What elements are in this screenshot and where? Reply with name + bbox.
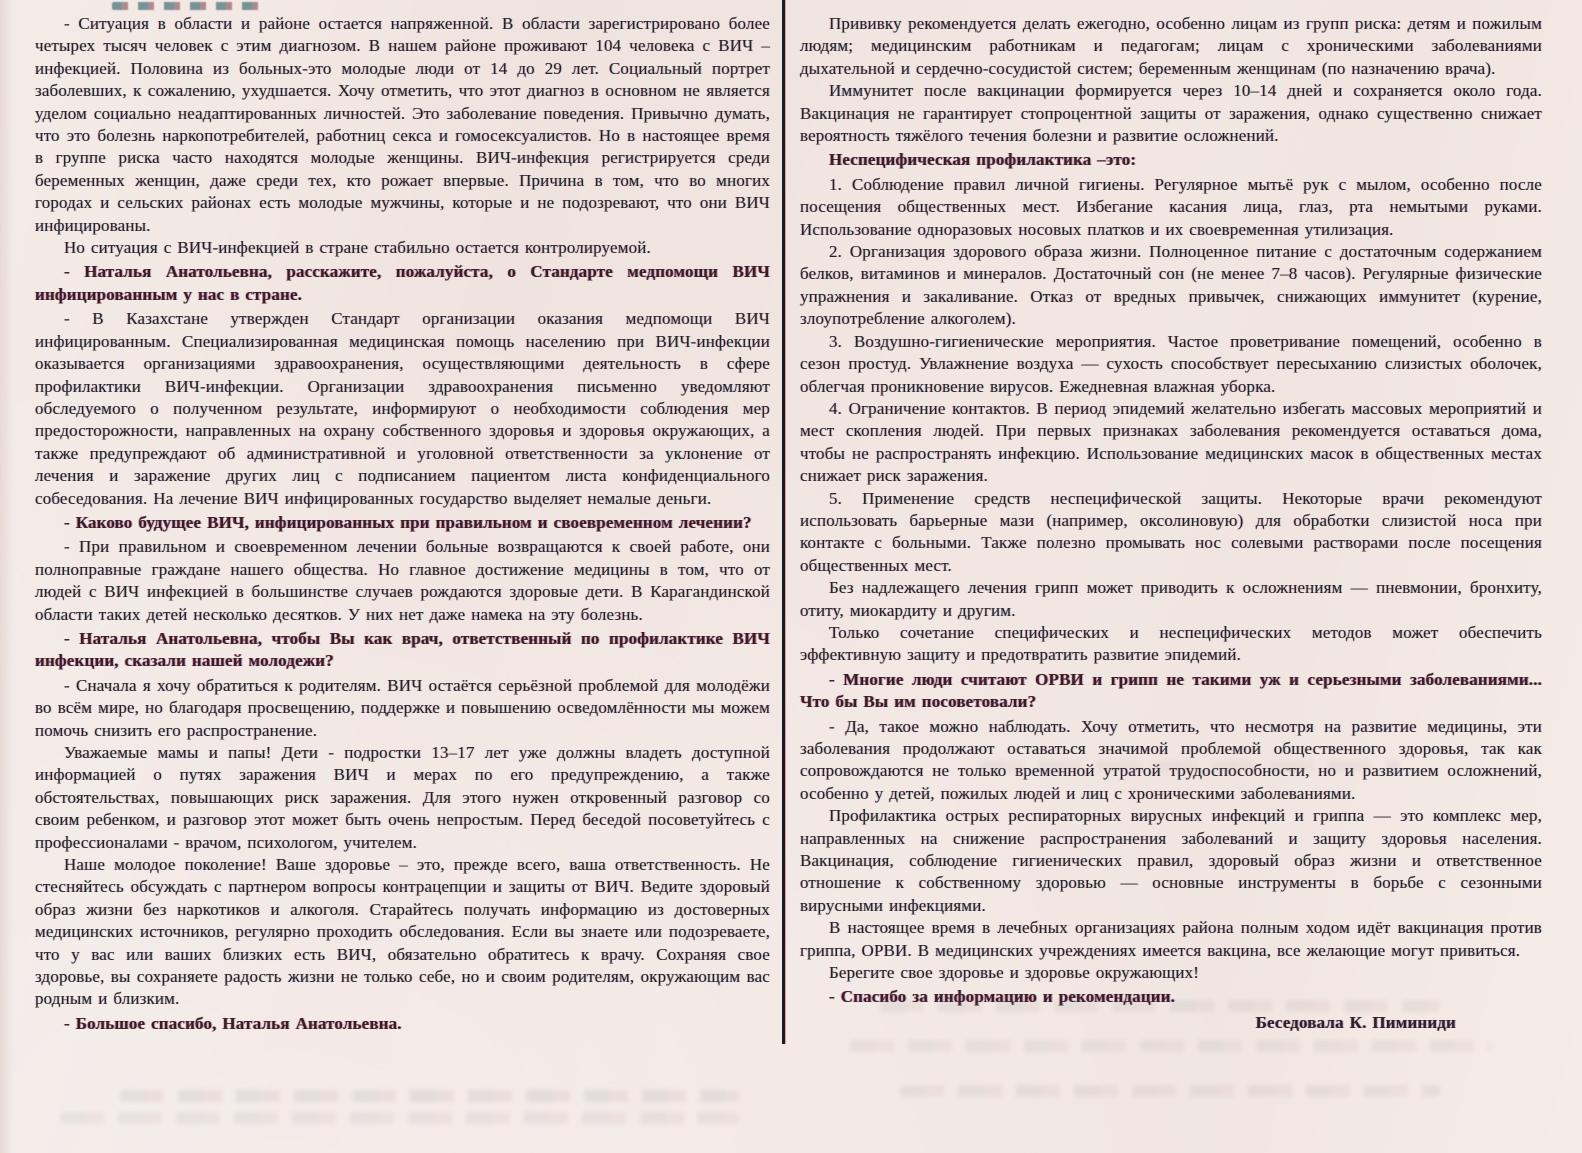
numbered-item: 3. Воздушно-гигиенические мероприятия. Частое проветривание помещений, особенно в сезон простуд. Увлажнение воздуха — сухость способствует пересыханию слизистых оболочек, облегчая проникновение вирусов. Ежедневная влажная уборка. <box>800 331 1542 396</box>
author-signature: Беседовала К. Пиминиди <box>1255 1012 1456 1032</box>
numbered-item: 4. Ограничение контактов. В период эпидемий желательно избегать массовых мероприятий и мест скопления людей. При первых признаках заболевания рекомендуется оставаться дома, чтобы не распространять инфекцию. Использование медицинских масок в общественных местах снижает риск заражения. <box>800 398 1542 486</box>
ink-bleedthrough <box>980 760 1400 772</box>
ink-bleedthrough <box>900 1085 1440 1097</box>
ink-bleedthrough <box>120 1090 740 1102</box>
interview-question: - Наталья Анатольевна, расскажите, пожалуйста, о Стандарте медпомощи ВИЧ инфицированным у нас в стране. <box>35 262 770 304</box>
interview-answer: Без надлежащего лечения грипп может приводить к осложнениям — пневмонии, бронхиту, отиту, миокардиту и другим. <box>800 578 1542 620</box>
interview-answer: Только сочетание специфических и неспецифических методов может обеспечить эффективную защиту и предотвратить развитие эпидемий. <box>800 622 1542 665</box>
left-column <box>35 13 770 1037</box>
interview-answer: Прививку рекомендуется делать ежегодно, особенно лицам из групп риска: детям и пожилым людям; медицинским работникам и педагогам; лицам с хроническими заболеваниями дыхательной и сердечно-сосудистой систем; беременным женщинам (по назначению врача). <box>800 14 1542 78</box>
interview-closing: - Спасибо за информацию и рекомендации. <box>829 987 1176 1007</box>
ink-bleedthrough <box>850 1040 1490 1052</box>
interview-question: - Каково будущее ВИЧ, инфицированных при правильном и своевременном лечении? <box>64 512 752 532</box>
interview-answer: - При правильном и своевременном лечении больные возвращаются к своей работе, они полноправные граждане нашего общества. Но главное достижение медицины в том, что от людей с ВИЧ инфекцией в большинстве случаев рождаются здоровые дети. В Карагандинской области таких детей несколько десятков. У них нет даже намека на эту болезнь. <box>35 537 770 624</box>
interview-closing: - Большое спасибо, Наталья Анатольевна. <box>64 1013 402 1033</box>
interview-answer: - Да, такое можно наблюдать. Хочу отметить, что несмотря на развитие медицины, эти заболевания продолжают оставаться значимой проблемой общественного здоровья, так как сопровождаются не только временной утратой трудоспособности, но и развитием осложнений, особенно у детей, пожилых людей и лиц с хроническими заболеваниями. <box>800 716 1542 803</box>
cutoff-line-fragment <box>112 2 262 10</box>
interview-answer: - Ситуация в области и районе остается напряженной. В области зарегистрировано более четырех тысяч человек с этим диагнозом. В нашем районе проживают 104 человека с ВИЧ –инфекцией. Половина из больных-это молодые люди от 14 до 29 лет. Социальный портрет заболевших, к сожалению, ухудшается. Хочу отметить, что этот диагноз в основном не является уделом социально неадаптированных личностей. Это заболевание поведения. Привычно думать, что это болезнь наркопотребителей, работниц секса и гомосексуалистов. Но в настоящее время в группе риска часто находятся молодые женщины. ВИЧ-инфекция регистрируется среди беременных женщин, даже среди тех, кто рожает впервые. Причина в том, что во многих городах и сельских районах есть молодые мужчины, которые и не подозревают, что они ВИЧ инфицированы. <box>35 14 770 235</box>
interview-answer: Иммунитет после вакцинации формируется через 10–14 дней и сохраняется около года. Вакцинация не гарантирует стопроцентной защиты от заражения, однако существенно снижает вероятность тяжёлого течения болезни и развитие осложнений. <box>800 81 1542 146</box>
numbered-item: 5. Применение средств неспецифической защиты. Некоторые врачи рекомендуют использовать барьерные мази (например, оксолиновую) для обработки слизистой носа при контакте с больными. Также полезно промывать нос солевыми растворами после посещения общественных мест. <box>800 488 1542 575</box>
interview-question: - Наталья Анатольевна, чтобы Вы как врач, ответственный по профилактике ВИЧ инфекции, сказали нашей молодежи? <box>35 628 770 671</box>
interview-answer: - В Казахстане утвержден Стандарт организации оказания медпомощи ВИЧ инфицированным. Специализированная медицинская помощь населению при ВИЧ-инфекции оказывается организациями здравоохранения, осуществляющими деятельность в сфере профилактики ВИЧ-инфекции. Организации здравоохранения письменно уведомляют обследуемого о полученном результате, информируют о необходимости соблюдения мер предосторожности, направленных на охрану собственного здоровья и здоровья окружающих, а также предупреждают об административной и уголовной ответственности за уклонение от лечения и заражение других лиц с подписанием пациентом листа конфиденциального собеседования. На лечение ВИЧ инфицированных государство выделяет немалые деньги. <box>35 309 770 508</box>
interview-answer: Но ситуация с ВИЧ-инфекцией в стране стабильно остается контролируемой. <box>64 238 651 258</box>
interview-answer: Профилактика острых респираторных вирусных инфекций и гриппа — это комплекс мер, направленных на снижение распространения заболеваний и защиту здоровья населения. Вакцинация, соблюдение гигиенических правил, здоровый образ жизни и ответственное отношение к собственному здоровью — основные инструменты в борьбе с сезонными вирусными инфекциями. <box>800 806 1542 915</box>
ink-bleedthrough <box>60 1112 740 1124</box>
column-divider <box>782 0 785 1044</box>
numbered-item: 2. Организация здорового образа жизни. Полноценное питание с достаточным содержанием белков, витаминов и минералов. Достаточный сон (не менее 7–8 часов). Регулярные физические упражнения и закаливание. Отказ от вредных привычек, снижающих иммунитет (курение, злоупотребление алкоголем). <box>800 242 1542 329</box>
numbered-item: 1. Соблюдение правил личной гигиены. Регулярное мытьё рук с мылом, особенно после посещения общественных мест. Избегание касания лица, глаз, рта немытыми руками. Использование одноразовых носовых платков и их своевременная утилизация. <box>800 174 1542 239</box>
interview-answer: Наше молодое поколение! Ваше здоровье – это, прежде всего, ваша ответственность. Не стесняйтесь обсуждать с партнером вопросы контрацепции и защиты от ВИЧ. Ведите здоровый образ жизни без наркотиков и алкоголя. Старайтесь получать информацию из достоверных медицинских источников, регулярно проходить обследования. Если вы знаете или подозреваете, что у вас или ваших близких есть ВИЧ, обязательно обратитесь к врачу. Сохраняя свое здоровье, вы сохраняете радость жизни не только себе, но и своим родителям, окружающим вас родным и близким. <box>35 855 770 1009</box>
interview-answer: В настоящее время в лечебных организациях района полным ходом идёт вакцинация против гриппа, ОРВИ. В медицинских учреждениях имеется вакцина, все желающие могут привиться. <box>800 918 1542 960</box>
right-column <box>800 13 1542 1034</box>
interview-question: - Многие люди считают ОРВИ и грипп не такими уж и серьезными заболеваниями... Что бы Вы им посоветовали? <box>800 669 1542 712</box>
section-subheading: Неспецифическая профилактика –это: <box>829 150 1137 170</box>
ink-bleedthrough <box>880 1000 1440 1012</box>
interview-answer: Уважаемые мамы и папы! Дети - подростки 13–17 лет уже должны владеть доступной информацией о путях заражения ВИЧ и мерах по его предупреждению, а также обстоятельствах, повышающих риск заражения. Для этого нужен откровенный разговор со своим ребенком, и разговор этот может быть очень непростым. Перед беседой посоветуйтесь с профессионалами - врачом, психологом, учителем. <box>35 743 770 852</box>
interview-answer: - Сначала я хочу обратиться к родителям. ВИЧ остаётся серьёзной проблемой для молодёжи во всём мире, но благодаря просвещению, поддержке и повышению осведомлённости мы можем помочь снизить его распространение. <box>35 675 770 740</box>
interview-answer: Берегите свое здоровье и здоровье окружающих! <box>829 963 1200 983</box>
